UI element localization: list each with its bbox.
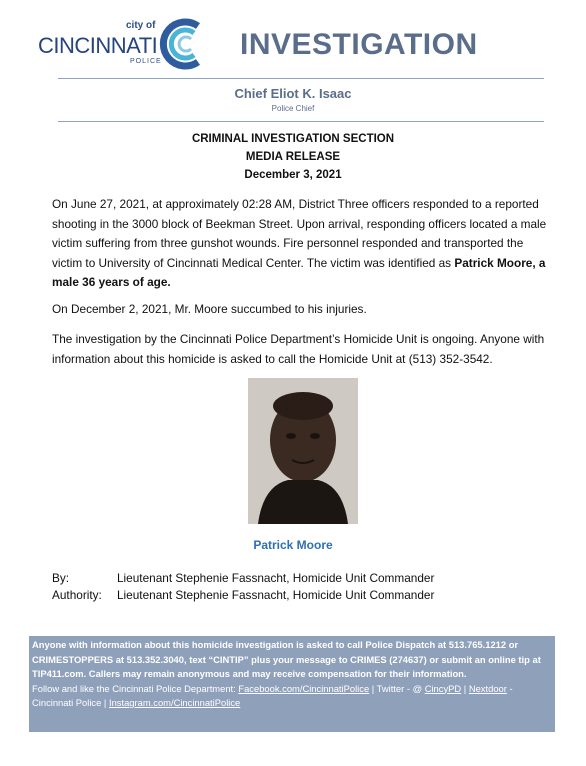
authority-value: Lieutenant Stephenie Fassnacht, Homicide Unit Commander bbox=[117, 588, 435, 602]
separator: | Twitter - @ bbox=[369, 682, 425, 694]
logo-name: CINCINNATI bbox=[38, 33, 158, 58]
authority-label: Authority: bbox=[52, 588, 102, 602]
instagram-link[interactable]: Instagram.com/CincinnatiPolice bbox=[108, 697, 241, 708]
by-label: By: bbox=[52, 571, 70, 585]
logo-city-of: city of bbox=[126, 20, 156, 31]
divider-top bbox=[58, 78, 544, 79]
separator: | bbox=[461, 682, 469, 694]
tip-footer bbox=[29, 636, 555, 732]
page-title: INVESTIGATION bbox=[240, 28, 478, 61]
update-paragraph: On December 2, 2021, Mr. Moore succumbed to his injuries. bbox=[52, 302, 367, 316]
by-value: Lieutenant Stephenie Fassnacht, Homicide Unit Commander bbox=[117, 571, 435, 585]
cincinnati-police-logo bbox=[38, 18, 218, 70]
chief-role: Police Chief bbox=[271, 104, 315, 113]
section-heading: CRIMINAL INVESTIGATION SECTION bbox=[191, 133, 395, 145]
nextdoor-rest: - Cincinnati Police bbox=[32, 682, 513, 708]
incident-text: On June 27, 2021, at approximately 02:28 AM, District Three officers responded to a reported shooting in the 3000 block of Beekman Street. Upon arrival, responding officers located a male victim suffering from three gunshot wounds. Fire personnel responded and transported the victim to University of Cincinnati Medical Center. The victim was identified as bbox=[52, 197, 547, 270]
photo-caption: Patrick Moore bbox=[253, 538, 333, 552]
nextdoor-link[interactable]: Nextdoor bbox=[468, 682, 507, 694]
tip-notice: Anyone with information about this homicide investigation is asked to call Police Dispatch at 513.765.1212 or CRIMESTOPPERS at 513.352.3040, text “CINTIP” plus your message to CRIMES (274637) or submit an online tip at TIP411.com. Callers may remain anonymous and may receive compensation for their information. bbox=[32, 639, 541, 679]
divider-bottom bbox=[58, 121, 544, 122]
logo-police: POLICE bbox=[130, 58, 162, 65]
release-header bbox=[0, 130, 586, 184]
victim-photo bbox=[248, 378, 358, 524]
release-type: MEDIA RELEASE bbox=[245, 151, 341, 163]
victim-identification: Patrick Moore, a male 36 years of age. bbox=[52, 255, 546, 289]
social-links bbox=[32, 682, 552, 711]
facebook-link[interactable]: Facebook.com/CincinnatiPolice bbox=[238, 682, 370, 694]
contact-paragraph: The investigation by the Cincinnati Police Department’s Homicide Unit is ongoing. Anyone with information about this homicide is asked to call the Homicide Unit at (513) 352-3542. bbox=[52, 332, 545, 366]
by-line bbox=[52, 571, 434, 585]
twitter-link[interactable]: CincyPD bbox=[424, 682, 462, 694]
logo-c-mark-icon bbox=[158, 18, 212, 70]
authority-line bbox=[52, 588, 434, 602]
separator: | bbox=[101, 697, 109, 708]
incident-paragraph bbox=[52, 195, 552, 293]
release-date: December 3, 2021 bbox=[244, 169, 342, 181]
portrait-icon bbox=[248, 378, 358, 524]
chief-name: Chief Eliot K. Isaac bbox=[234, 86, 352, 101]
follow-text: Follow and like the Cincinnati Police Department: bbox=[32, 682, 239, 694]
